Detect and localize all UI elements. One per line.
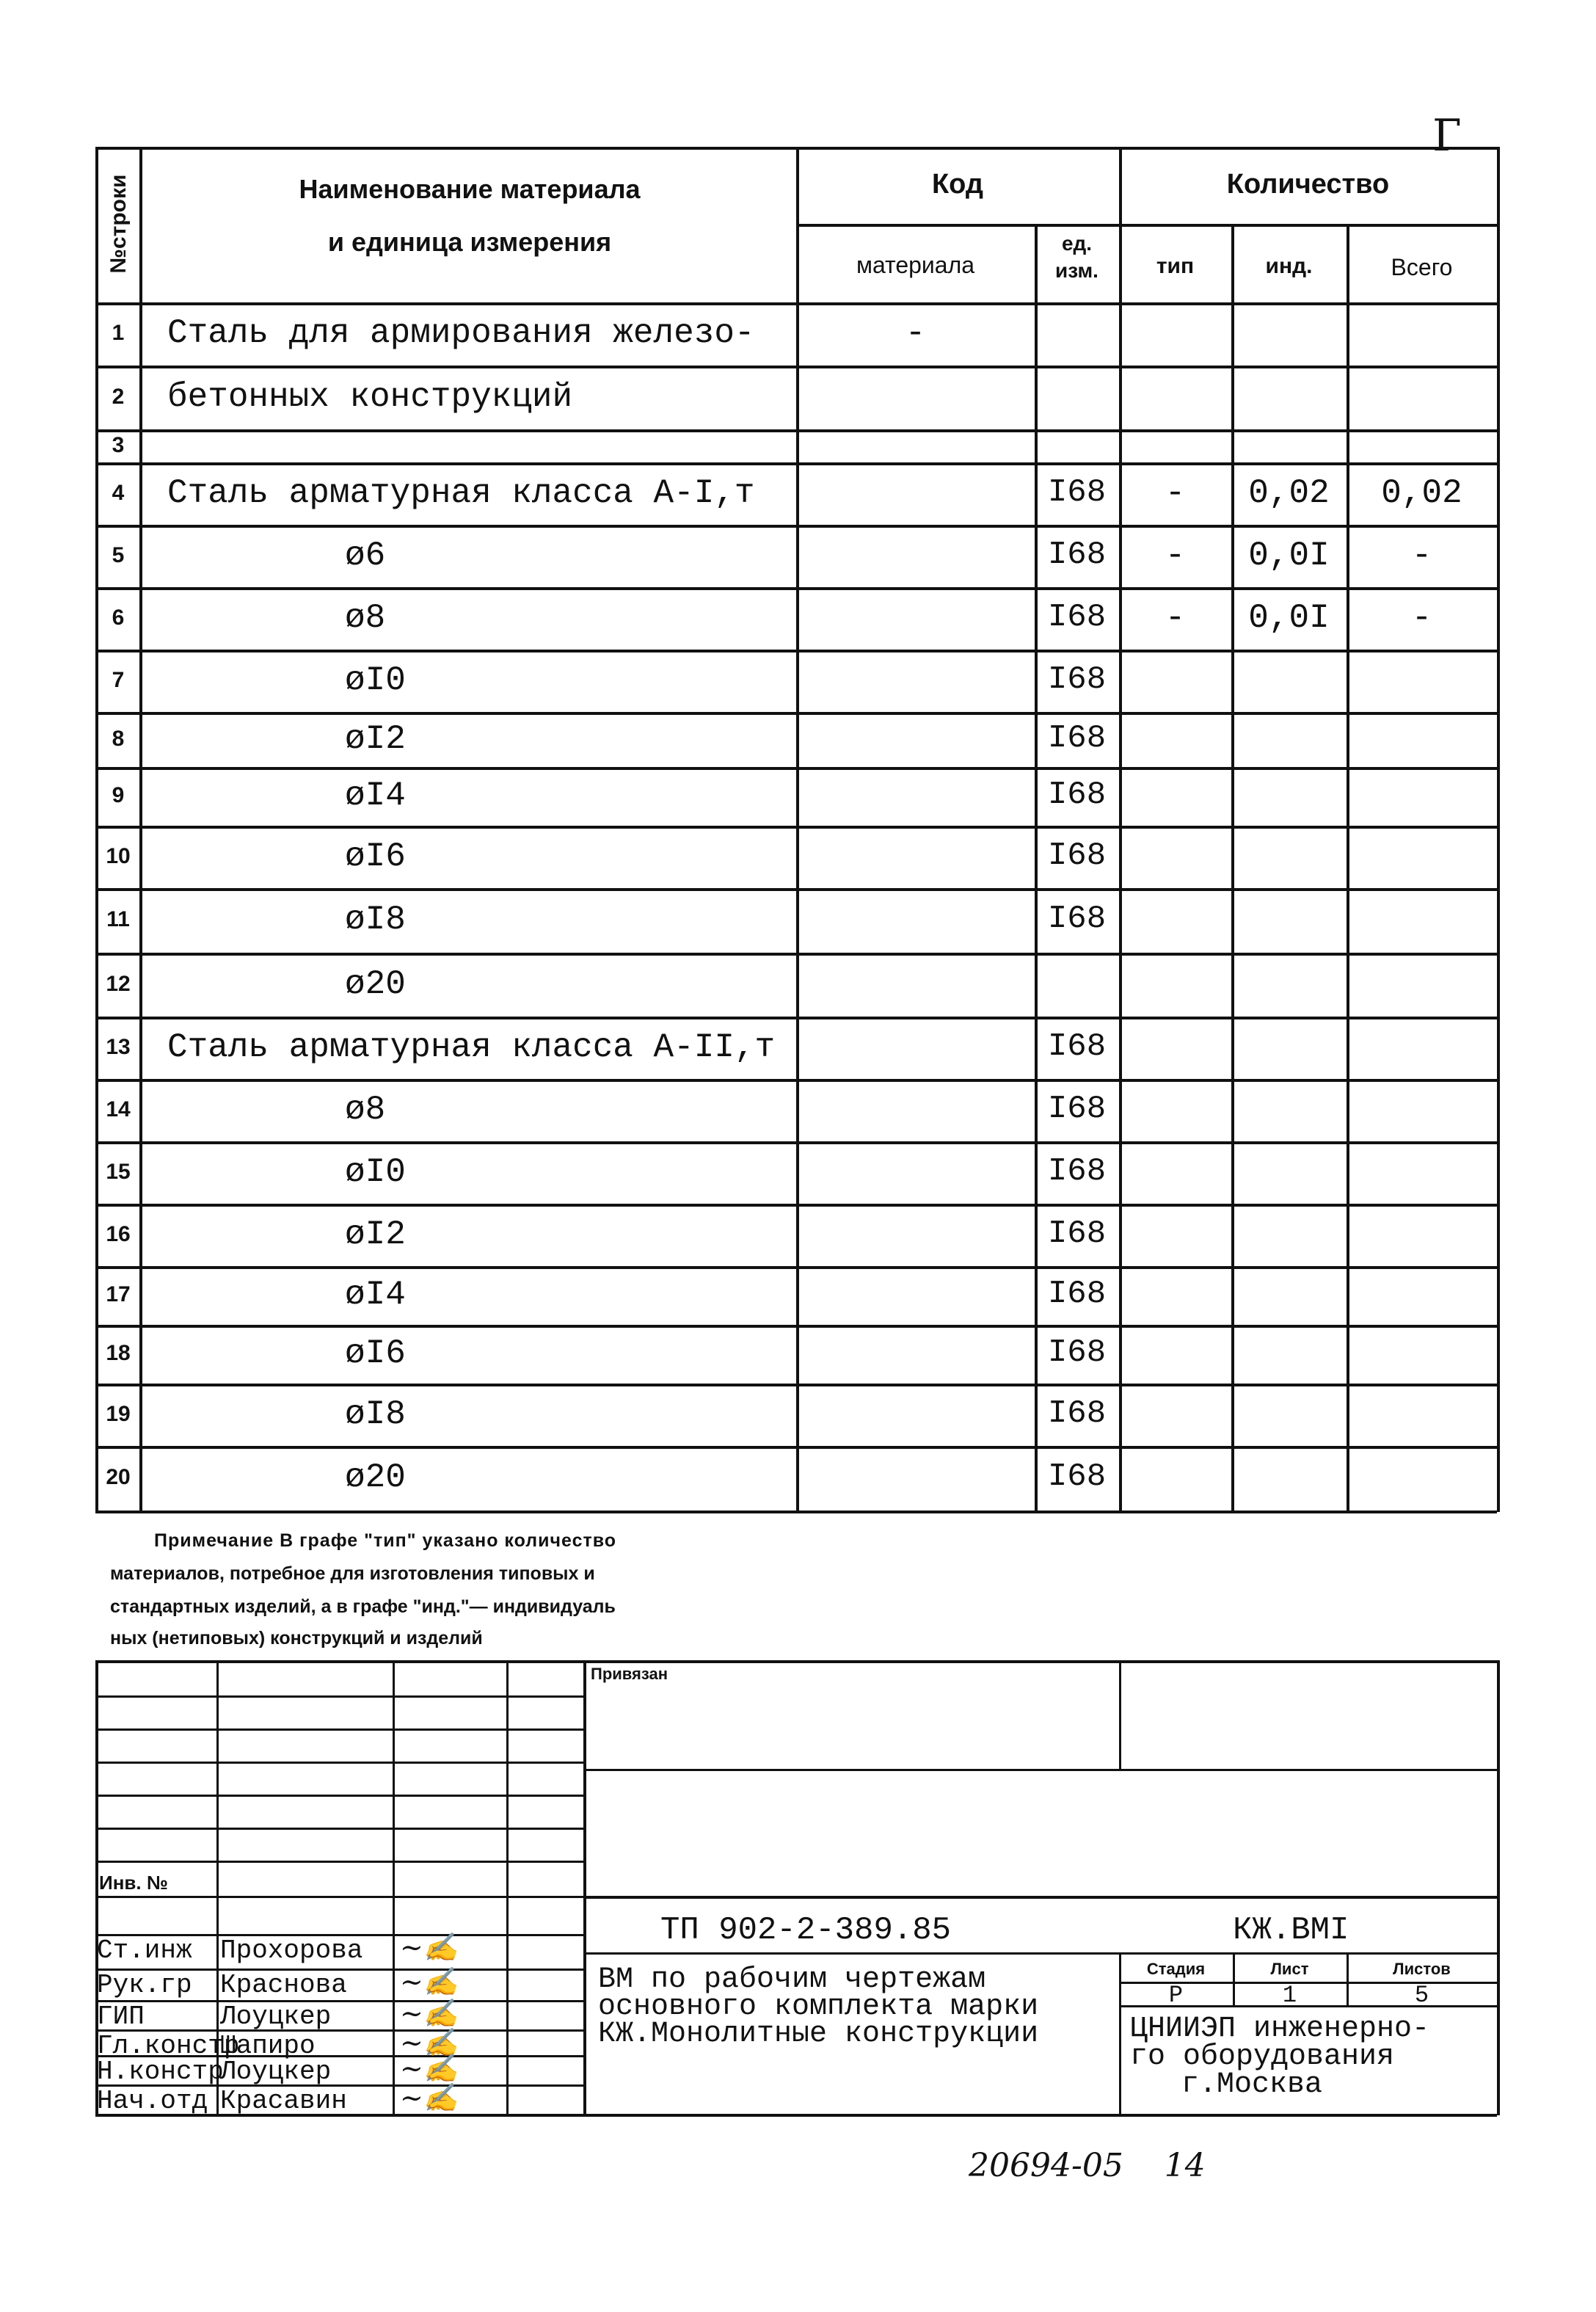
note-line3: стандартных изделий, а в графе "инд."— индивидуаль: [110, 1596, 616, 1617]
material-name: Сталь арматурная класса А-II,т: [167, 1028, 776, 1066]
signature-role: ГИП: [97, 2002, 145, 2032]
qty-ind-header: инд.: [1265, 254, 1313, 278]
unit-code: I68: [1047, 536, 1107, 573]
unit-code: I68: [1047, 1215, 1107, 1252]
signature-name: Красавин: [220, 2086, 347, 2116]
material-name: øI8: [345, 1395, 406, 1433]
row-divider: [95, 1266, 1497, 1269]
row-divider: [95, 1446, 1497, 1449]
material-name: ø20: [345, 964, 406, 1003]
material-name: бетонных конструкций: [167, 377, 573, 416]
unit-code: I68: [1047, 1334, 1107, 1371]
unit-code: I68: [1047, 1458, 1107, 1495]
organization-line1: ЦНИИЭП инженерно-: [1130, 2013, 1430, 2046]
qty-type-header: тип: [1156, 254, 1195, 278]
row-number: 6: [112, 605, 125, 630]
row-divider: [95, 650, 1497, 652]
description-line2: основного комплекта марки: [598, 1991, 1039, 2024]
qty-type: -: [1165, 536, 1186, 575]
material-name: øI6: [345, 837, 406, 876]
material-code: -: [905, 314, 926, 352]
unit-code: I68: [1047, 837, 1107, 874]
signature-name: Прохорова: [220, 1935, 363, 1966]
row-divider: [95, 826, 1497, 829]
row-number-header: №строки: [106, 174, 131, 274]
material-name: øI6: [345, 1334, 406, 1373]
code-header: Код: [931, 169, 984, 200]
row-divider: [95, 366, 1497, 368]
quantity-header: Количество: [1226, 169, 1390, 200]
handwritten-signature: ~✍: [400, 2026, 459, 2059]
sheet-value: 1: [1282, 1982, 1297, 2009]
material-name: øI8: [345, 901, 406, 939]
row-divider: [95, 953, 1497, 956]
material-name: øI0: [345, 661, 406, 699]
privyazan-label: Привязан: [591, 1665, 668, 1683]
stage-value: Р: [1168, 1982, 1184, 2009]
row-number: 14: [106, 1097, 131, 1122]
organization-line2: го оборудования: [1130, 2040, 1395, 2073]
signature-role: Н.констр: [97, 2057, 224, 2087]
unit-code: I68: [1047, 598, 1107, 636]
material-name: Сталь арматурная класса А-I,т: [167, 473, 755, 512]
qty-type: -: [1165, 598, 1186, 637]
signature-name: Шапиро: [220, 2031, 316, 2061]
signature-name: Краснова: [220, 1970, 347, 2000]
organization-line3: г.Москва: [1181, 2068, 1323, 2101]
row-divider: [95, 1325, 1497, 1328]
unit-code: I68: [1047, 1028, 1107, 1065]
document-mark: КЖ.ВМI: [1233, 1912, 1349, 1949]
code-unit-header-line2: изм.: [1055, 259, 1098, 282]
row-divider: [95, 525, 1497, 528]
row-divider: [95, 1017, 1497, 1019]
row-divider: [95, 888, 1497, 891]
material-name: ø8: [345, 1090, 386, 1129]
row-number: 15: [106, 1159, 131, 1184]
name-header-line2: и единица измерения: [327, 227, 612, 257]
sheets-label: Листов: [1393, 1960, 1451, 1978]
row-divider: [95, 462, 1497, 465]
row-number: 18: [106, 1341, 131, 1365]
material-name: øI2: [345, 719, 406, 758]
qty-type: -: [1165, 473, 1186, 512]
code-unit-header-line1: ед.: [1061, 232, 1093, 255]
row-number: 8: [112, 726, 125, 751]
code-material-header: материала: [856, 252, 975, 278]
handwritten-signature: ~✍: [400, 1966, 459, 1998]
qty-total: 0,02: [1381, 473, 1462, 512]
material-name: ø8: [345, 598, 386, 637]
unit-code: I68: [1047, 1152, 1107, 1190]
material-name: øI4: [345, 777, 406, 815]
row-divider: [95, 1141, 1497, 1144]
row-number: 4: [112, 480, 125, 505]
row-divider: [95, 1079, 1497, 1082]
footer-number: 20694-05 14: [969, 2147, 1206, 2184]
unit-code: I68: [1047, 661, 1107, 698]
qty-ind: 0,0I: [1248, 536, 1330, 575]
sheet-label: Лист: [1270, 1960, 1309, 1978]
name-header-line1: Наименование материала: [299, 174, 641, 204]
description-line3: КЖ.Монолитные конструкции: [598, 2018, 1039, 2051]
row-number: 16: [106, 1221, 131, 1246]
signature-role: Ст.инж: [97, 1935, 192, 1966]
row-divider: [95, 587, 1497, 590]
row-number: 20: [106, 1465, 131, 1489]
row-divider: [95, 1384, 1497, 1386]
row-divider: [95, 712, 1497, 715]
material-name: ø20: [345, 1458, 406, 1497]
signature-role: Гл.констр: [97, 2031, 240, 2061]
qty-total: -: [1411, 598, 1432, 637]
material-name: øI2: [345, 1215, 406, 1254]
handwritten-signature: ~✍: [400, 1997, 459, 2029]
row-number: 19: [106, 1401, 131, 1426]
unit-code: I68: [1047, 1090, 1107, 1127]
note-line4: ных (нетиповых) конструкций и изделий: [110, 1628, 483, 1648]
row-divider: [95, 429, 1497, 432]
row-number: 2: [112, 384, 125, 409]
note-line2: материалов, потребное для изготовления типовых и: [110, 1563, 595, 1584]
row-number: 12: [106, 971, 131, 996]
row-divider: [95, 767, 1497, 770]
row-number: 11: [106, 907, 130, 931]
row-number: 10: [106, 843, 131, 868]
row-number: 17: [106, 1282, 131, 1306]
unit-code: I68: [1047, 901, 1107, 937]
material-name: ø6: [345, 536, 386, 575]
handwritten-signature: ~✍: [400, 2052, 459, 2084]
handwritten-signature: ~✍: [400, 1931, 459, 1963]
unit-code: I68: [1047, 473, 1107, 511]
signature-role: Рук.гр: [97, 1970, 192, 2000]
unit-code: I68: [1047, 719, 1107, 757]
row-divider: [95, 1204, 1497, 1207]
row-number: 1: [112, 321, 125, 345]
material-name: Сталь для армирования железо-: [167, 314, 755, 352]
sheets-value: 5: [1414, 1982, 1429, 2009]
qty-total-header: Всего: [1391, 254, 1453, 280]
unit-code: I68: [1047, 1395, 1107, 1432]
material-name: øI4: [345, 1276, 406, 1314]
signature-name: Лоуцкер: [220, 2057, 332, 2087]
qty-ind: 0,0I: [1248, 598, 1330, 637]
corner-mark: Г: [1432, 110, 1462, 161]
row-number: 9: [112, 783, 125, 807]
document-code: ТП 902-2-389.85: [660, 1912, 952, 1949]
inventory-number-label: Инв. №: [99, 1872, 168, 1894]
note-line1: Примечание В графе "тип" указано количество: [154, 1530, 617, 1551]
signature-name: Лоуцкер: [220, 2002, 332, 2032]
row-number: 13: [106, 1034, 131, 1059]
material-name: øI0: [345, 1152, 406, 1191]
unit-code: I68: [1047, 1276, 1107, 1312]
signature-role: Нач.отд: [97, 2086, 208, 2116]
qty-ind: 0,02: [1248, 473, 1330, 512]
qty-total: -: [1411, 536, 1432, 575]
row-number: 7: [112, 667, 125, 692]
handwritten-signature: ~✍: [400, 2082, 459, 2114]
stage-label: Стадия: [1146, 1960, 1206, 1978]
row-number: 5: [112, 542, 125, 567]
unit-code: I68: [1047, 777, 1107, 813]
description-line1: ВМ по рабочим чертежам: [598, 1963, 986, 1996]
row-number: 3: [112, 432, 125, 457]
